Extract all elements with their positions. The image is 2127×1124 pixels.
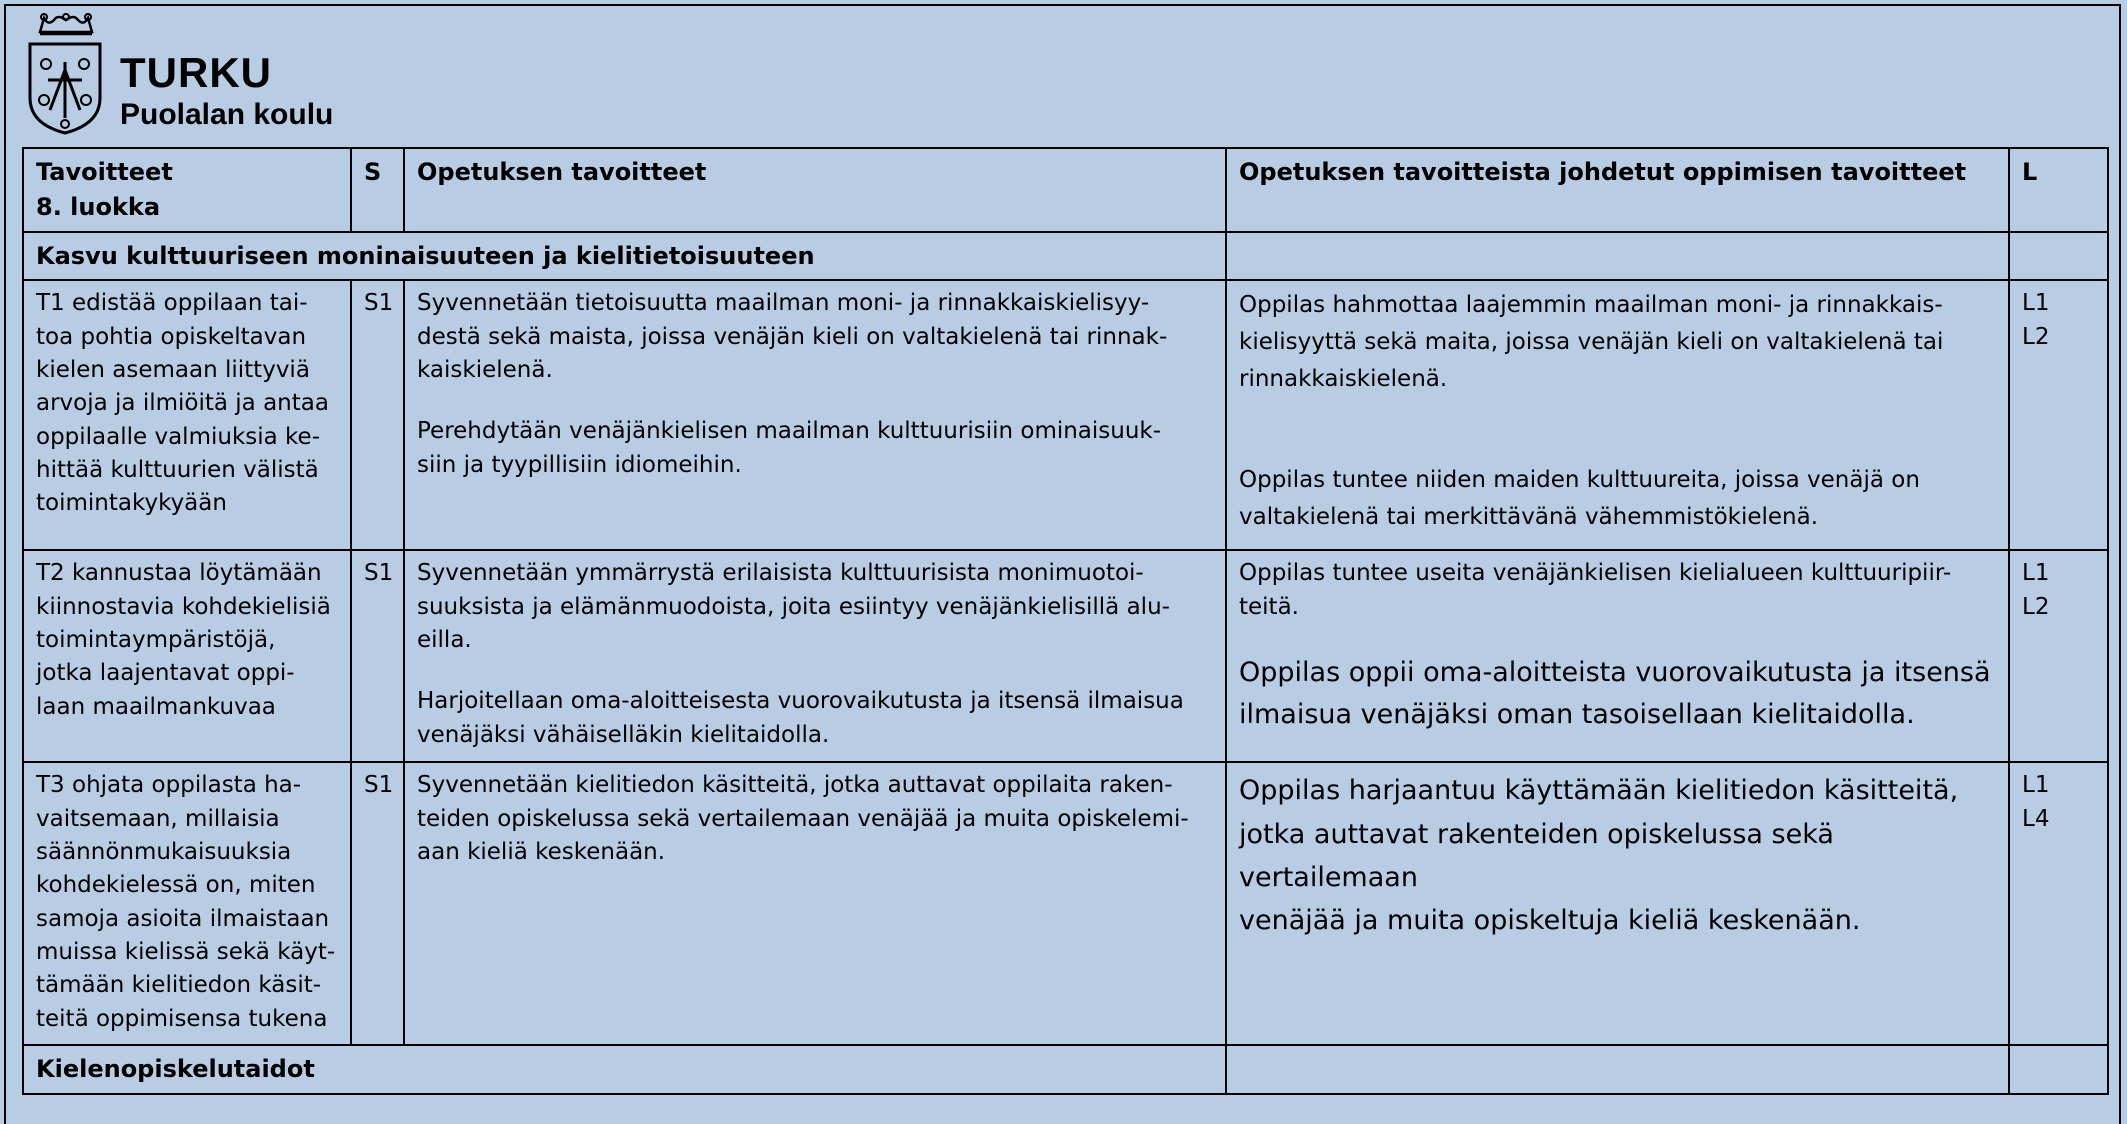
header-teaching-goals: Opetuksen tavoitteet	[404, 148, 1226, 232]
l-cell: L1 L2	[2009, 550, 2108, 762]
section-empty-cell	[2009, 232, 2108, 281]
header-goals: Tavoitteet 8. luokka	[23, 148, 351, 232]
goal-cell: T2 kannustaa löytämään kiinnostavia kohdekielisiä toimintaympäristöjä, jotka laajentavat oppi- laan maailmankuvaa	[23, 550, 351, 762]
learning-paragraph: Oppilas oppii oma-aloitteista vuorovaikutusta ja itsensä ilmaisua venäjäksi oman tasoisellaan kielitaidolla.	[1239, 657, 1991, 730]
learning-paragraph: Oppilas tuntee useita venäjänkielisen kielialueen kulttuuripiir- teitä.	[1239, 560, 1952, 620]
section-empty-cell	[2009, 1045, 2108, 1094]
section-empty-cell	[1226, 232, 2009, 281]
header-learning-goals: Opetuksen tavoitteista johdetut oppimisen tavoitteet	[1226, 148, 2009, 232]
coat-of-arms-icon	[26, 40, 104, 136]
l-cell: L1 L4	[2009, 762, 2108, 1045]
l-cell: L1 L2	[2009, 280, 2108, 550]
teaching-goals-cell	[404, 550, 1226, 762]
s-cell: S1	[351, 550, 404, 762]
table-row	[23, 280, 2108, 550]
curriculum-table	[22, 147, 2109, 1095]
teaching-paragraph: Syvennetään tietoisuutta maailman moni- ja rinnakkaiskielisyy- destä sekä maista, joissa venäjän kieli on valtakielenä tai rinnak- kaiskielenä.	[417, 290, 1168, 384]
teaching-paragraph: Perehdytään venäjänkielisen maailman kulttuurisiin ominaisuuk- siin ja tyypillisiin idiomeihin.	[417, 418, 1162, 478]
table-header-row	[23, 148, 2108, 232]
teaching-goals-cell: Syvennetään kielitiedon käsitteitä, jotka auttavat oppilaita raken- teiden opiskelussa sekä vertailemaan venäjää ja muita opiskelemi- aan kieliä keskenään.	[404, 762, 1226, 1045]
header-l: L	[2009, 148, 2108, 232]
learning-paragraph: Oppilas hahmottaa laajemmin maailman moni- ja rinnakkais- kielisyyttä sekä maita, joissa venäjän kieli on valtakielenä tai rinnakkaiskielenä.	[1239, 292, 1944, 392]
s-cell: S1	[351, 280, 404, 550]
table-row	[23, 762, 2108, 1045]
city-name: TURKU	[120, 49, 272, 96]
crown-icon	[36, 12, 96, 36]
teaching-paragraph: Harjoitellaan oma-aloitteisesta vuorovaikutusta ja itsensä ilmaisua venäjäksi vähäiselläkin kielitaidolla.	[417, 688, 1184, 748]
section-title: Kasvu kulttuuriseen moninaisuuteen ja kielitietoisuuteen	[23, 232, 1226, 281]
section-empty-cell	[1226, 1045, 2009, 1094]
table-row	[23, 550, 2108, 762]
learning-goals-cell	[1226, 550, 2009, 762]
teaching-goals-cell	[404, 280, 1226, 550]
teaching-paragraph: Syvennetään ymmärrystä erilaisista kulttuurisista monimuotoi- suuksista ja elämänmuodoista, joita esiintyy venäjänkielisillä alu- eilla.	[417, 560, 1170, 654]
s-cell: S1	[351, 762, 404, 1045]
section-row	[23, 1045, 2108, 1094]
learning-goals-cell	[1226, 280, 2009, 550]
learning-paragraph: Oppilas tuntee niiden maiden kulttuureita, joissa venäjä on valtakielenä tai merkittävänä vähemmistökielenä.	[1239, 466, 1920, 530]
learning-goals-cell: Oppilas harjaantuu käyttämään kielitiedon käsitteitä, jotka auttavat rakenteiden opiskelussa sekä vertailemaan venäjää ja muita opiskeltuja kieliä keskenään.	[1226, 762, 2009, 1045]
goal-cell: T1 edistää oppilaan tai- toa pohtia opiskeltavan kielen asemaan liittyviä arvoja ja ilmiöitä ja antaa oppilaalle valmiuksia ke- hittää kulttuurien välistä toimintakykyään	[23, 280, 351, 550]
school-name: Puolalan koulu	[120, 98, 334, 131]
goal-cell: T3 ohjata oppilasta ha- vaitsemaan, millaisia säännönmukaisuuksia kohdekielessä on, miten samoja asioita ilmaistaan muissa kielissä sekä käyt- tämään kielitiedon käsit- teitä oppimisensa tukena	[23, 762, 351, 1045]
section-title: Kielenopiskelutaidot	[23, 1045, 1226, 1094]
section-row	[23, 232, 2108, 281]
header-s: S	[351, 148, 404, 232]
